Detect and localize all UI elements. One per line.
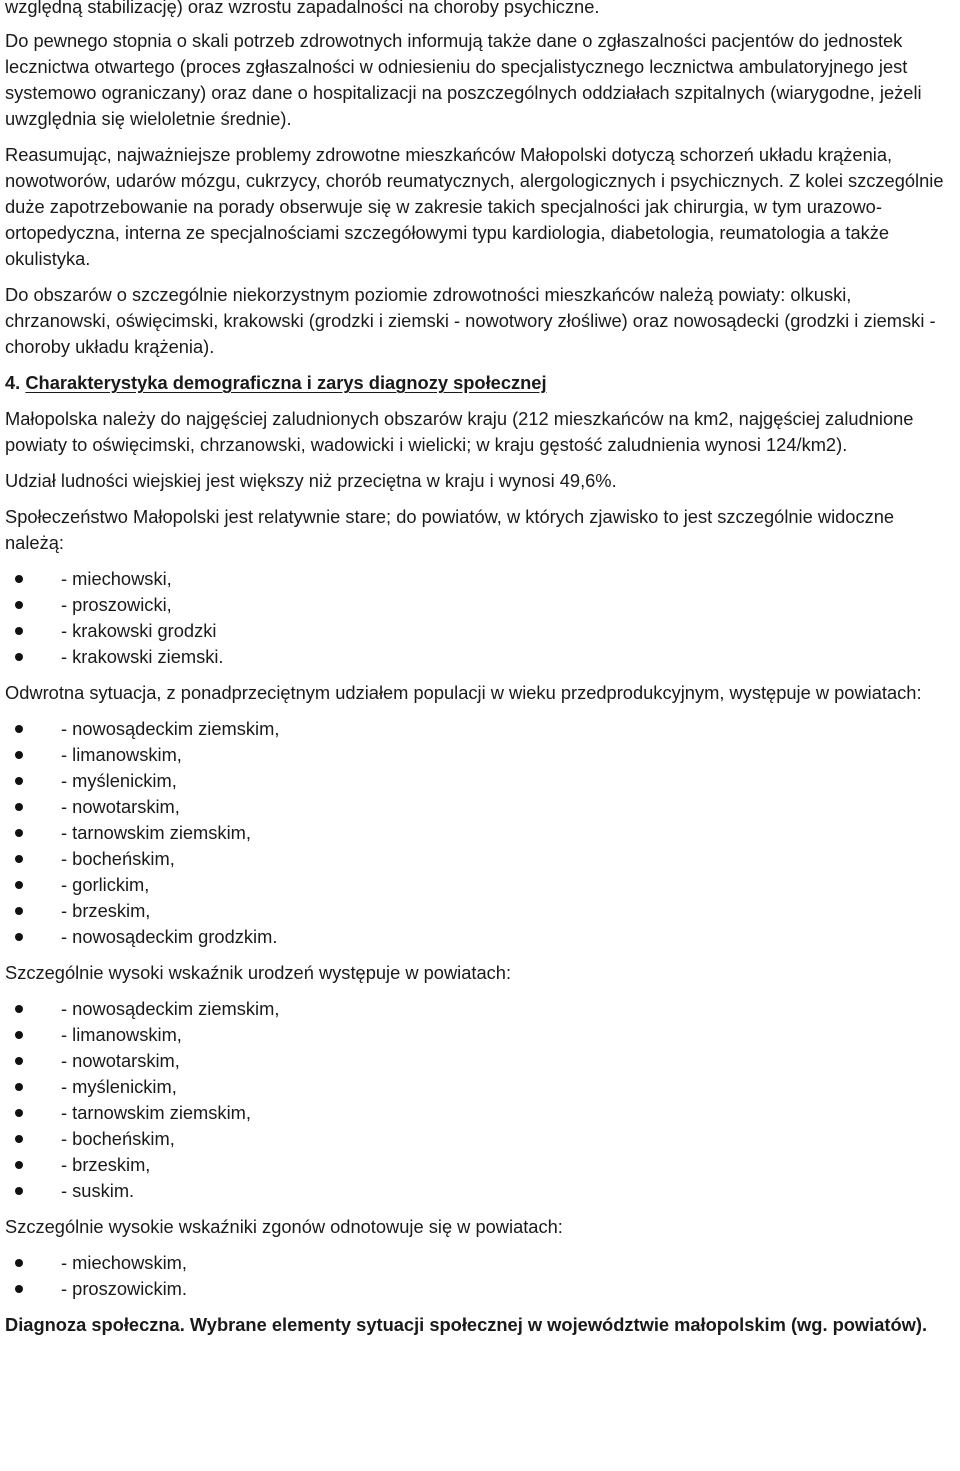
bullet-icon (15, 1057, 23, 1065)
births-counties-list (5, 996, 957, 1204)
paragraph-summary: Reasumując, najważniejsze problemy zdrowotne mieszkańców Małopolski dotyczą schorzeń układu krążenia, nowotworów, udarów mózgu, cukrzycy, chorób reumatycznych, alergologicznych i psychicznych. Z kolei szczególnie duże zapotrzebowanie na porady obserwuje się w zakresie takich specjalności jak chirurgia, w tym urazowo-ortopedyczna, interna ze specjalnościami szczegółowymi typu kardiologia, diabetologia, reumatologia a także okulistyka. (5, 144, 944, 269)
paragraph-continuation: względną stabilizację) oraz wzrostu zapadalności na choroby psychiczne. (5, 0, 600, 17)
bullet-icon (15, 1285, 23, 1293)
bullet-icon (15, 1083, 23, 1091)
list-item: - tarnowskim ziemskim, (5, 820, 957, 846)
list-item: - nowosądeckim grodzkim. (5, 924, 957, 950)
list-item: - proszowicki, (5, 592, 957, 618)
bullet-icon (15, 933, 23, 941)
list-item: - nowosądeckim ziemskim, (5, 716, 957, 742)
bullet-icon (15, 653, 23, 661)
list-item: - brzeskim, (5, 898, 957, 924)
bullet-icon (15, 907, 23, 915)
bullet-icon (15, 777, 23, 785)
paragraph-density: Małopolska należy do najgęściej zaludnionych obszarów kraju (212 mieszkańców na km2, najgęściej zaludnione powiaty to oświęcimski, chrzanowski, wadowicki i wielicki; w kraju gęstość zaludnienia wynosi 124/km2). (5, 408, 914, 455)
old-counties-list (5, 566, 957, 670)
bullet-icon (15, 829, 23, 837)
document-page (5, 0, 957, 1338)
bullet-icon (15, 1135, 23, 1143)
bullet-icon (15, 1259, 23, 1267)
paragraph-rural-share: Udział ludności wiejskiej jest większy niż przeciętna w kraju i wynosi 49,6%. (5, 470, 617, 491)
bullet-icon (15, 1187, 23, 1195)
paragraph-deaths-intro: Szczególnie wysokie wskaźniki zgonów odnotowuje się w powiatach: (5, 1216, 563, 1237)
list-item: - tarnowskim ziemskim, (5, 1100, 957, 1126)
bullet-icon (15, 1031, 23, 1039)
list-item: - bocheńskim, (5, 846, 957, 872)
list-item: - suskim. (5, 1178, 957, 1204)
list-item: - myślenickim, (5, 768, 957, 794)
list-item: - nowosądeckim ziemskim, (5, 996, 957, 1022)
list-item: - bocheńskim, (5, 1126, 957, 1152)
list-item: - nowotarskim, (5, 794, 957, 820)
bullet-icon (15, 1005, 23, 1013)
paragraph-young-intro: Odwrotna sytuacja, z ponadprzeciętnym udziałem populacji w wieku przedprodukcyjnym, występuje w powiatach: (5, 682, 922, 703)
bullet-icon (15, 601, 23, 609)
bullet-icon (15, 725, 23, 733)
paragraph-births-intro: Szczególnie wysoki wskaźnik urodzeń występuje w powiatach: (5, 962, 512, 983)
bullet-icon (15, 751, 23, 759)
final-heading: Diagnoza społeczna. Wybrane elementy sytuacji społecznej w województwie małopolskim (wg. powiatów). (5, 1314, 928, 1335)
list-item: - krakowski ziemski. (5, 644, 957, 670)
list-item: - miechowskim, (5, 1250, 957, 1276)
bullet-icon (15, 803, 23, 811)
bullet-icon (15, 855, 23, 863)
bullet-icon (15, 1161, 23, 1169)
bullet-icon (15, 575, 23, 583)
list-item: - krakowski grodzki (5, 618, 957, 644)
paragraph-regions: Do obszarów o szczególnie niekorzystnym poziomie zdrowotności mieszkańców należą powiaty: olkuski, chrzanowski, oświęcimski, krakowski (grodzki i ziemski - nowotwory złośliwe) oraz nowosądecki (grodzki i ziemski - choroby układu krążenia). (5, 284, 936, 357)
section-title: Charakterystyka demograficzna i zarys diagnozy społecznej (25, 372, 547, 393)
deaths-counties-list (5, 1250, 957, 1302)
list-item: - limanowskim, (5, 1022, 957, 1048)
list-item: - proszowickim. (5, 1276, 957, 1302)
list-item: - brzeskim, (5, 1152, 957, 1178)
section-number: 4. (5, 372, 21, 393)
paragraph-health-needs: Do pewnego stopnia o skali potrzeb zdrowotnych informują także dane o zgłaszalności pacjentów do jednostek lecznictwa otwartego (proces zgłaszalności w odniesieniu do specjalistycznego lecznictwa ambulatoryjnego jest systemowo ograniczany) oraz dane o hospitalizacji na poszczególnych oddziałach szpitalnych (wiarygodne, jeżeli uwzględnia się wieloletnie średnie). (5, 30, 922, 129)
section-heading (5, 370, 957, 396)
paragraph-old-intro: Społeczeństwo Małopolski jest relatywnie stare; do powiatów, w których zjawisko to jest szczególnie widoczne należą: (5, 506, 895, 553)
list-item: - miechowski, (5, 566, 957, 592)
bullet-icon (15, 627, 23, 635)
list-item: - myślenickim, (5, 1074, 957, 1100)
list-item: - gorlickim, (5, 872, 957, 898)
young-counties-list (5, 716, 957, 950)
bullet-icon (15, 881, 23, 889)
bullet-icon (15, 1109, 23, 1117)
list-item: - limanowskim, (5, 742, 957, 768)
list-item: - nowotarskim, (5, 1048, 957, 1074)
